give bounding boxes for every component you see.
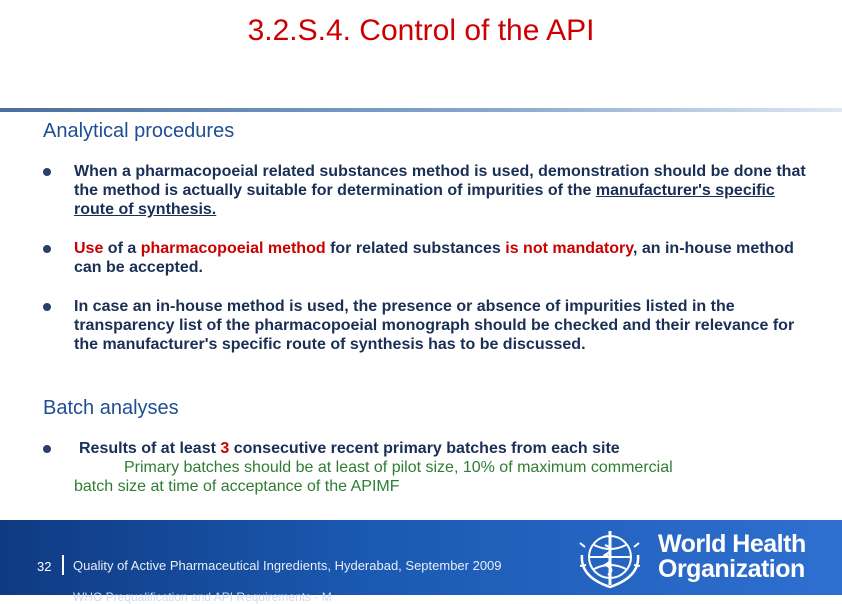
primary-batches-note-cont: batch size at time of acceptance of the APIMF — [74, 478, 400, 495]
who-logo-text — [658, 532, 806, 582]
bullet-red-text: 3 — [220, 440, 230, 457]
page-number: 32 — [37, 559, 52, 574]
bullet-batch-results — [43, 439, 818, 496]
bullet-dot-icon — [43, 168, 51, 176]
bullet-red-text: Use — [74, 240, 104, 257]
bullet-text: , an in-house method can be accepted. — [74, 240, 794, 276]
footer-divider — [62, 555, 64, 575]
bullet-in-house-method — [43, 297, 818, 354]
bullet-text: In case an in-house method is used, the presence or absence of impurities listed in the transparency list of the pharmacopoeial monograph should be checked and their relevance for the manufacturer's specific route of synthesis has to be discussed. — [74, 298, 795, 353]
bullet-red-text: pharmacopoeial method — [140, 240, 326, 257]
who-logo-line2: Organization — [658, 555, 805, 583]
who-emblem-icon — [572, 525, 648, 593]
footer-caption: Quality of Active Pharmaceutical Ingredients, Hyderabad, September 2009 — [73, 558, 502, 573]
bullet-not-mandatory — [43, 239, 818, 277]
bullet-dot-icon — [43, 445, 51, 453]
footer-bar — [0, 520, 842, 604]
slide-title: 3.2.S.4. Control of the API — [247, 14, 595, 47]
title-divider — [0, 108, 842, 112]
footer-overflow-text: WHO Prequalification and API Requirements - M — [73, 590, 332, 604]
bullet-pharmacopoeial-method — [43, 162, 818, 219]
bullet-text: Results of at least — [79, 440, 221, 457]
analytical-procedures-heading: Analytical procedures — [43, 120, 235, 142]
bullet-dot-icon — [43, 245, 51, 253]
bullet-dot-icon — [43, 303, 51, 311]
bullet-red-text: is not mandatory — [505, 240, 633, 257]
batch-analyses-heading: Batch analyses — [43, 397, 179, 419]
primary-batches-note: Primary batches should be at least of pilot size, 10% of maximum commercial — [124, 459, 673, 476]
bullet-text: for related substances — [325, 240, 506, 257]
bullet-text: consecutive recent primary batches from each site — [229, 440, 620, 457]
bullet-text: When a pharmacopoeial related substances method is used, demonstration should be done that the method is actually suitable for determination of impurities of the — [74, 163, 806, 199]
bullet-underlined-text: manufacturer's specific route of synthesis. — [74, 182, 775, 218]
bullet-text: of a — [103, 240, 141, 257]
who-logo-line1: World Health — [658, 530, 806, 558]
